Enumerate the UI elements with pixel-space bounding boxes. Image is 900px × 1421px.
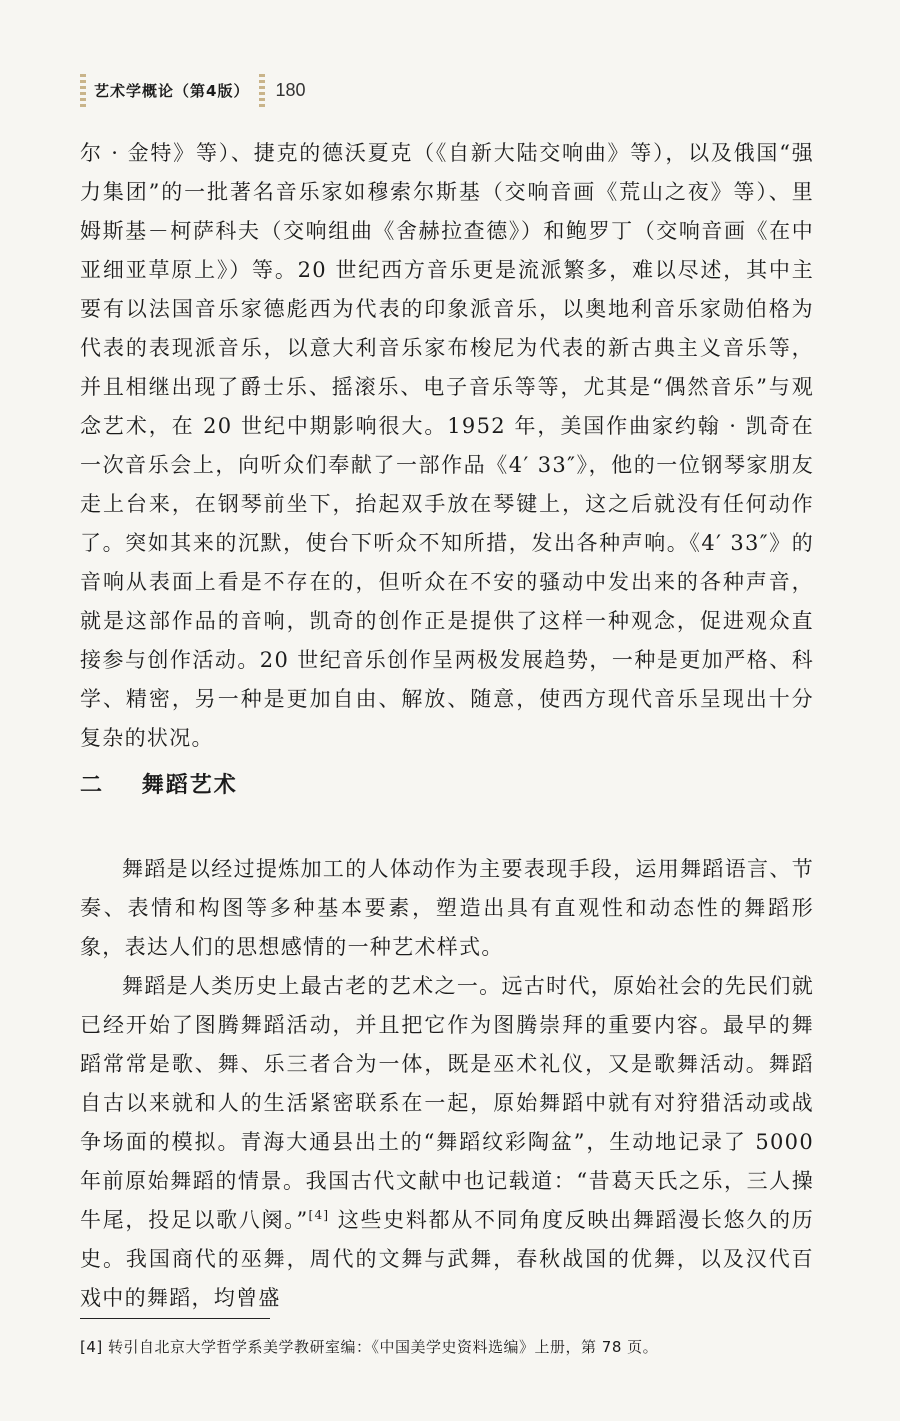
header-ornament: [259, 74, 265, 107]
paragraph-text: 这些史料都从不同角度反映出舞蹈漫长悠久的历史。我国商代的巫舞，周代的文舞与武舞，春秋战国的优舞，以及汉代百戏中的舞蹈，均曾盛: [80, 1208, 814, 1310]
paragraph-text: 舞蹈是人类历史上最古老的艺术之一。远古时代，原始社会的先民们就已经开始了图腾舞蹈活动，并且把它作为图腾崇拜的重要内容。最早的舞蹈常常是歌、舞、乐三者合为一体，既是巫术礼仪，又是歌舞活动。舞蹈自古以来就和人的生活紧密联系在一起，原始舞蹈中就有对狩猎活动或战争场面的模拟。青海大通县出土的“舞蹈纹彩陶盆”，生动地记录了 5000 年前原始舞蹈的情景。我国古代文献中也记载道：“昔葛天氏之乐，三人操牛尾，投足以歌八阕。”: [80, 974, 814, 1232]
book-title: 艺术学概论（第4版）: [94, 81, 250, 100]
section-title: 舞蹈艺术: [141, 773, 238, 798]
page-number: 180: [275, 79, 306, 100]
running-header: [80, 70, 306, 110]
body-text-top: [80, 134, 814, 758]
paragraph: [80, 967, 814, 1318]
body-text-bottom: [80, 850, 814, 1318]
footnote-divider: [80, 1318, 270, 1319]
footnote: [4] 转引自北京大学哲学系美学教研室编：《中国美学史资料选编》上册，第 78 页。: [80, 1338, 659, 1356]
footnote-reference: [4]: [308, 1208, 330, 1222]
section-heading: [80, 768, 238, 799]
section-number: 二: [80, 773, 105, 798]
paragraph: 尔 · 金特》等）、捷克的德沃夏克（《自新大陆交响曲》等），以及俄国“强力集团”的一批著名音乐家如穆索尔斯基（交响音画《荒山之夜》等）、里姆斯基－柯萨科夫（交响组曲《舍赫拉查德》）和鲍罗丁（交响音画《在中亚细亚草原上》）等。20 世纪西方音乐更是流派繁多，难以尽述，其中主要有以法国音乐家德彪西为代表的印象派音乐，以奥地利音乐家勋伯格为代表的表现派音乐，以意大利音乐家布梭尼为代表的新古典主义音乐等，并且相继出现了爵士乐、摇滚乐、电子音乐等等，尤其是“偶然音乐”与观念艺术，在 20 世纪中期影响很大。1952 年，美国作曲家约翰 · 凯奇在一次音乐会上，向听众们奉献了一部作品《4′ 33″》，他的一位钢琴家朋友走上台来，在钢琴前坐下，抬起双手放在琴键上，这之后就没有任何动作了。突如其来的沉默，使台下听众不知所措，发出各种声响。《4′ 33″》的音响从表面上看是不存在的，但听众在不安的骚动中发出来的各种声音，就是这部作品的音响，凯奇的创作正是提供了这样一种观念，促进观众直接参与创作活动。20 世纪音乐创作呈两极发展趋势，一种是更加严格、科学、精密，另一种是更加自由、解放、随意，使西方现代音乐呈现出十分复杂的状况。: [80, 141, 814, 750]
header-ornament: [80, 74, 86, 107]
paragraph: 舞蹈是以经过提炼加工的人体动作为主要表现手段，运用舞蹈语言、节奏、表情和构图等多种基本要素，塑造出具有直观性和动态性的舞蹈形象，表达人们的思想感情的一种艺术样式。: [80, 857, 814, 959]
